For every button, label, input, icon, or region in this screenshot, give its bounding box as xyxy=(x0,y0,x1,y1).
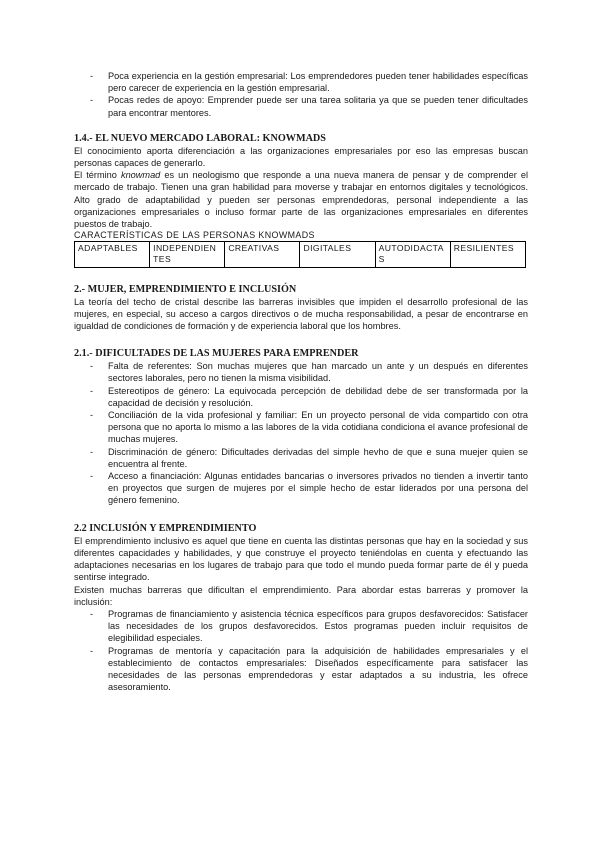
table-cell: INDEPENDIENTES xyxy=(150,242,225,267)
list-item: - Pocas redes de apoyo: Emprender puede ser una tarea solitaria ya que se pueden tener dificultades para encontrar mentores. xyxy=(74,94,528,118)
paragraph: Existen muchas barreras que dificultan el emprendimiento. Para abordar estas barreras y promover la inclusión: xyxy=(74,584,528,607)
list-item: - Poca experiencia en la gestión empresarial: Los emprendedores pueden tener habilidades específicas pero carecer de experiencia en la gestión empresarial. xyxy=(74,70,528,94)
term-knowmad: knowmad xyxy=(120,170,161,181)
list-item: - Discriminación de género: Dificultades derivadas del simple hevho de que e suna muejer quien se encuentra al frente. xyxy=(74,446,528,470)
table-caption: CARACTERÍSTICAS DE LAS PERSONAS KNOWMADS xyxy=(74,230,315,241)
section-heading-1-4: 1.4.- EL NUEVO MERCADO LABORAL: KNOWMADS xyxy=(74,132,326,144)
table-cell: AUTODIDACTAS xyxy=(375,242,450,267)
intro-list xyxy=(74,70,528,119)
section-heading-2: 2.- MUJER, EMPRENDIMIENTO E INCLUSIÓN xyxy=(74,283,297,295)
list-item: - Falta de referentes: Son muchas mujeres que han marcado un ante y un después en diferentes sectores laborales, pero no tienen la misma visibilidad. xyxy=(74,360,528,384)
paragraph: La teoría del techo de cristal describe las barreras invisibles que impiden el desarrollo profesional de las mujeres, en especial, su acceso a cargos directivos o de mucha responsabilidad, a pesar de encontrarse en igualdad de condiciones de formación y de experiencia laboral que los hombres. xyxy=(74,296,528,332)
text-span: es un neologismo que responde a una nueva manera de pensar y de comprender el mercado de trabajo. Tienen una gran habilidad para moverse y trabajar en entornos digitales y tecnológicos. Alto grado de adaptabilidad y pueden ser personas emprendedoras, personal independiente a las organizaciones empresariales o incluso formar parte de las organizaciones empresariales en diferentes puestos de trabajo. xyxy=(74,170,528,230)
paragraph-knowmad xyxy=(74,169,528,230)
table-row xyxy=(75,242,526,267)
section-heading-2-2: 2.2 INCLUSIÓN Y EMPRENDIMIENTO xyxy=(74,522,257,534)
text-span: El término xyxy=(74,170,121,181)
paragraph: El emprendimiento inclusivo es aquel que tiene en cuenta las distintas personas que hay en la sociedad y sus diferentes capacidades y habilidades, y que construye el proyecto teniéndolas en cuenta y efectuando las adaptaciones necesarias en los lugares de trabajo para que todo el mundo pueda formar parte de él y pueda sentirse integrado. xyxy=(74,535,528,583)
table-cell: ADAPTABLES xyxy=(75,242,150,267)
paragraph: El conocimiento aporta diferenciación a las organizaciones empresariales por eso las empresas buscan personas capaces de generarlo. xyxy=(74,145,528,169)
list-item: - Acceso a financiación: Algunas entidades bancarias o inversores privados no tienden a invertir tanto en proyectos que surgen de mujeres por el simple hecho de estar liderados por una persona del género femenino. xyxy=(74,470,528,507)
table-cell: DIGITALES xyxy=(300,242,375,267)
section-heading-2-1: 2.1.- DIFICULTADES DE LAS MUJERES PARA EMPRENDER xyxy=(74,348,359,360)
table-cell: RESILIENTES xyxy=(450,242,525,267)
list-item: - Programas de mentoría y capacitación para la adquisición de habilidades empresariales y el establecimiento de contactos empresariales: Diseñados específicamente para satisfacer las necesidades de las personas emprendedoras y estar adaptados a su industria, les ofrece asesoramiento. xyxy=(74,645,528,694)
table-cell: CREATIVAS xyxy=(225,242,300,267)
inclusion-list xyxy=(74,608,528,693)
knowmad-traits-table xyxy=(74,241,526,267)
list-item: - Conciliación de la vida profesional y familiar: En un proyecto personal de vida compartido con otra persona que no aporta lo mismo a las labores de la vida cotidiana condiciona el avance profesional de muchas mujeres. xyxy=(74,409,528,446)
document-page xyxy=(74,70,528,693)
difficulties-list xyxy=(74,360,528,506)
list-item: - Estereotipos de género: La equivocada percepción de debilidad debe de ser transformada por la capacidad de decisión y resolución. xyxy=(74,385,528,409)
list-item: - Programas de financiamiento y asistencia técnica específicos para grupos desfavorecidos: Satisfacer las necesidades de los grupos desfavorecidos. Estos programas pueden incluir requisitos de elegibilidad especiales. xyxy=(74,608,528,645)
